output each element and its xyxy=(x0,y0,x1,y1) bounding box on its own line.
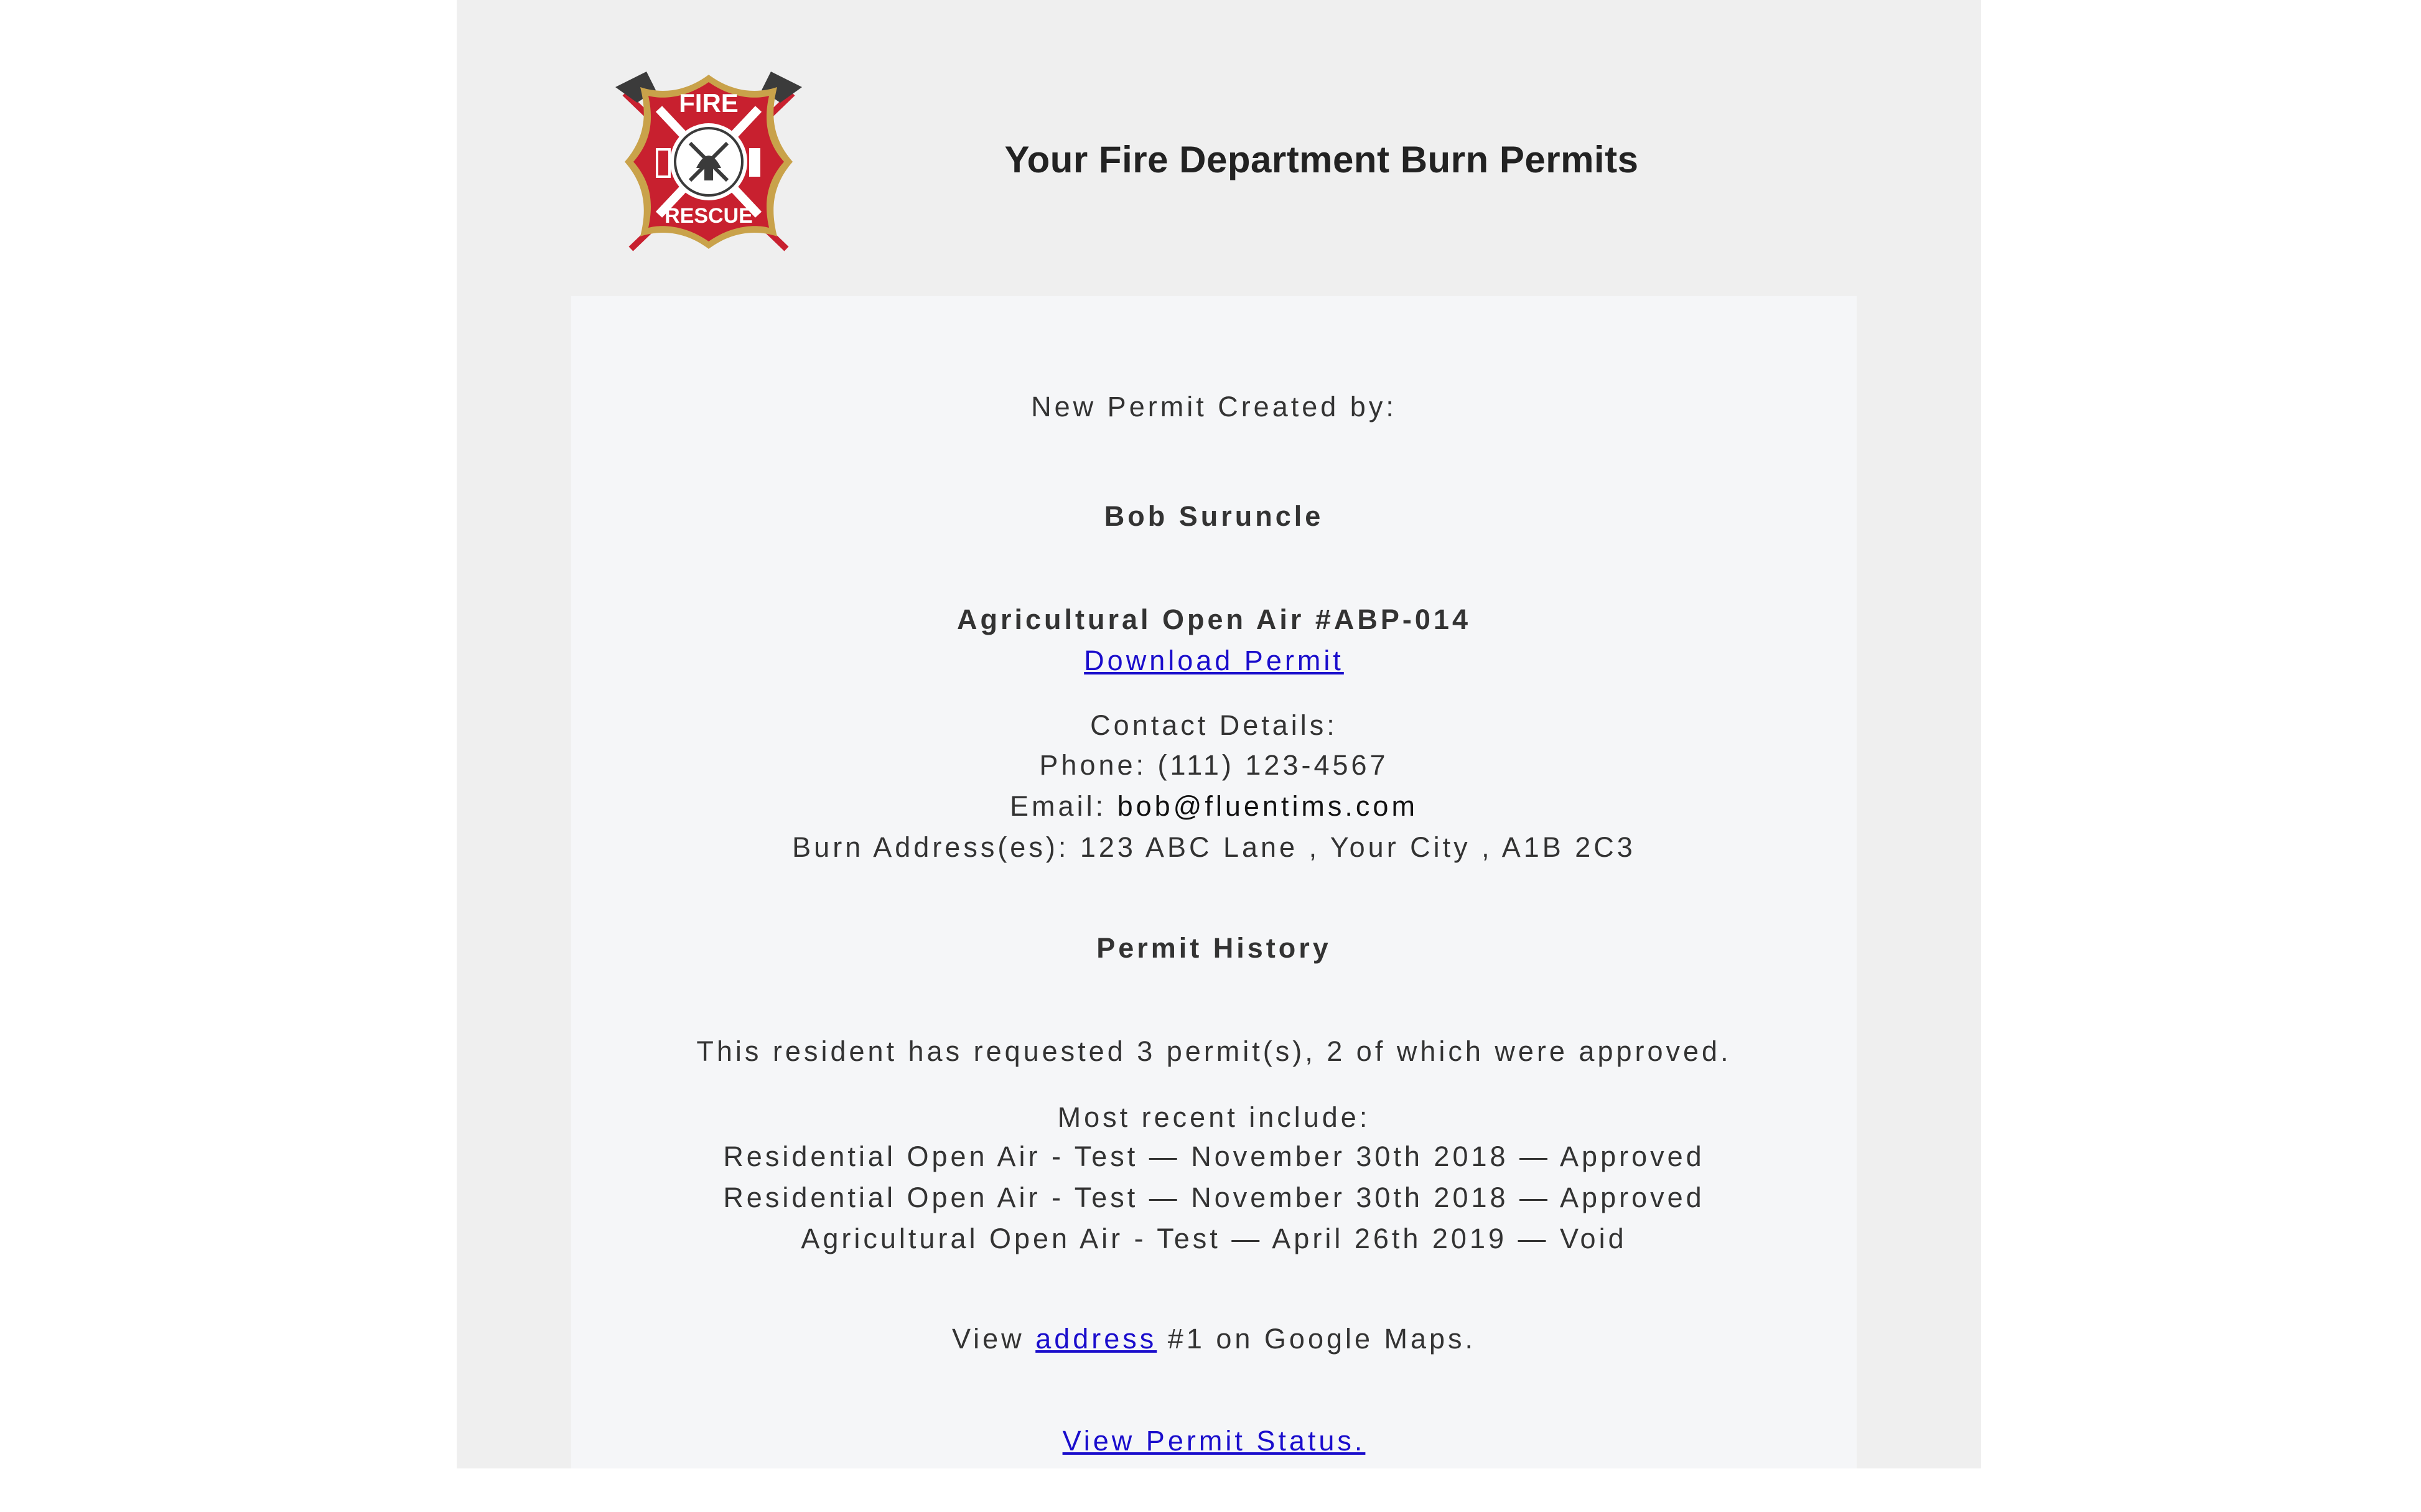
permit-history-heading: Permit History xyxy=(1096,932,1332,964)
address-link[interactable]: address xyxy=(1035,1323,1157,1355)
logo-bottom-text: RESCUE xyxy=(665,204,753,228)
creator-name: Bob Suruncle xyxy=(1104,500,1324,532)
contact-heading: Contact Details: xyxy=(1090,709,1338,741)
download-permit-link[interactable]: Download Permit xyxy=(1084,645,1344,676)
burn-address: Burn Address(es): 123 ABC Lane , Your City , A1B 2C3 xyxy=(792,831,1636,863)
logo-top-text: FIRE xyxy=(679,88,739,118)
maps-suffix: #1 on Google Maps. xyxy=(1167,1323,1476,1355)
maps-prefix: View xyxy=(951,1323,1025,1355)
permit-status-row xyxy=(571,1425,1857,1457)
email-header xyxy=(457,0,1981,296)
header-title: Your Fire Department Burn Permits xyxy=(1004,139,1639,180)
permit-title: Agricultural Open Air #ABP-014 xyxy=(957,604,1471,635)
view-permit-status-link[interactable]: View Permit Status. xyxy=(1062,1425,1366,1457)
recent-label: Most recent include: xyxy=(1057,1101,1371,1133)
history-summary: This resident has requested 3 permit(s), 2 of which were approved. xyxy=(696,1035,1732,1067)
download-permit-row xyxy=(571,645,1857,677)
email-label: Email: xyxy=(1010,790,1107,822)
email-container xyxy=(457,0,1981,1468)
history-item: Residential Open Air - Test — November 30th 2018 — Approved xyxy=(723,1182,1705,1213)
contact-email-row xyxy=(571,790,1857,823)
contact-phone: Phone: (111) 123-4567 xyxy=(1039,749,1389,781)
email-value[interactable]: bob@fluentims.com xyxy=(1117,790,1418,822)
fire-rescue-badge-icon xyxy=(600,68,818,255)
new-permit-label: New Permit Created by: xyxy=(1031,391,1397,422)
fire-rescue-logo xyxy=(600,68,818,255)
google-maps-row xyxy=(571,1323,1857,1355)
history-item: Agricultural Open Air - Test — April 26th 2019 — Void xyxy=(801,1223,1627,1254)
email-body-card xyxy=(571,296,1857,1468)
history-item: Residential Open Air - Test — November 30th 2018 — Approved xyxy=(723,1141,1705,1172)
